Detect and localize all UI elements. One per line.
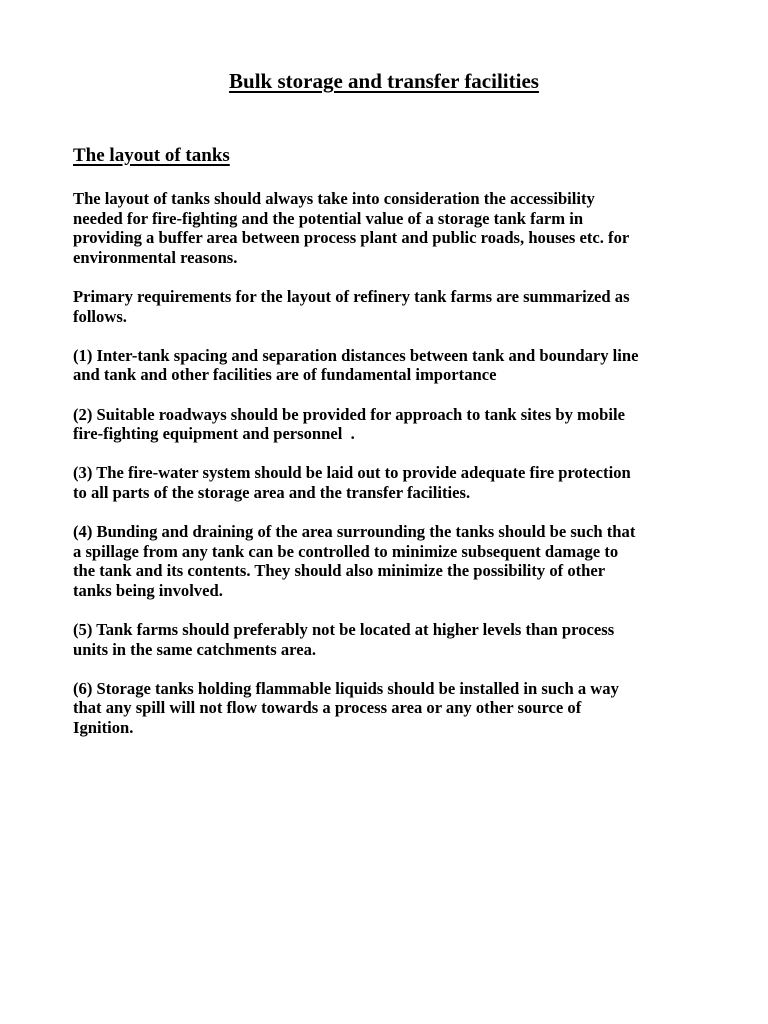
document-title: Bulk storage and transfer facilities xyxy=(229,69,539,93)
requirement-item-2: (2) Suitable roadways should be provided for approach to tank sites by mobile fire-fighting equipment and personnel . xyxy=(73,404,625,444)
requirement-item-1: (1) Inter-tank spacing and separation distances between tank and boundary line and tank and other facilities are of fundamental importance xyxy=(73,345,639,385)
requirement-item-6: (6) Storage tanks holding flammable liquids should be installed in such a way that any spill will not flow towards a process area or any other source of Ignition. xyxy=(73,678,619,738)
requirement-item-3: (3) The fire-water system should be laid out to provide adequate fire protection to all parts of the storage area and the transfer facilities. xyxy=(73,463,631,502)
requirement-item-5: (5) Tank farms should preferably not be located at higher levels than process units in the same catchments area. xyxy=(73,620,615,659)
section-heading: The layout of tanks xyxy=(73,145,230,166)
requirements-intro-paragraph: Primary requirements for the layout of refinery tank farms are summarized as follows. xyxy=(73,286,630,326)
intro-paragraph: The layout of tanks should always take into consideration the accessibility needed for fire-fighting and the potential value of a storage tank farm in providing a buffer area between process plant and public roads, houses etc. for environmental reasons. xyxy=(73,189,630,267)
document-title-block xyxy=(0,68,768,94)
document-body xyxy=(73,189,697,738)
requirement-item-4: (4) Bunding and draining of the area surrounding the tanks should be such that a spillage from any tank can be controlled to minimize subsequent damage to the tank and its contents. They should also minimize the possibility of other tanks being involved. xyxy=(73,522,636,600)
